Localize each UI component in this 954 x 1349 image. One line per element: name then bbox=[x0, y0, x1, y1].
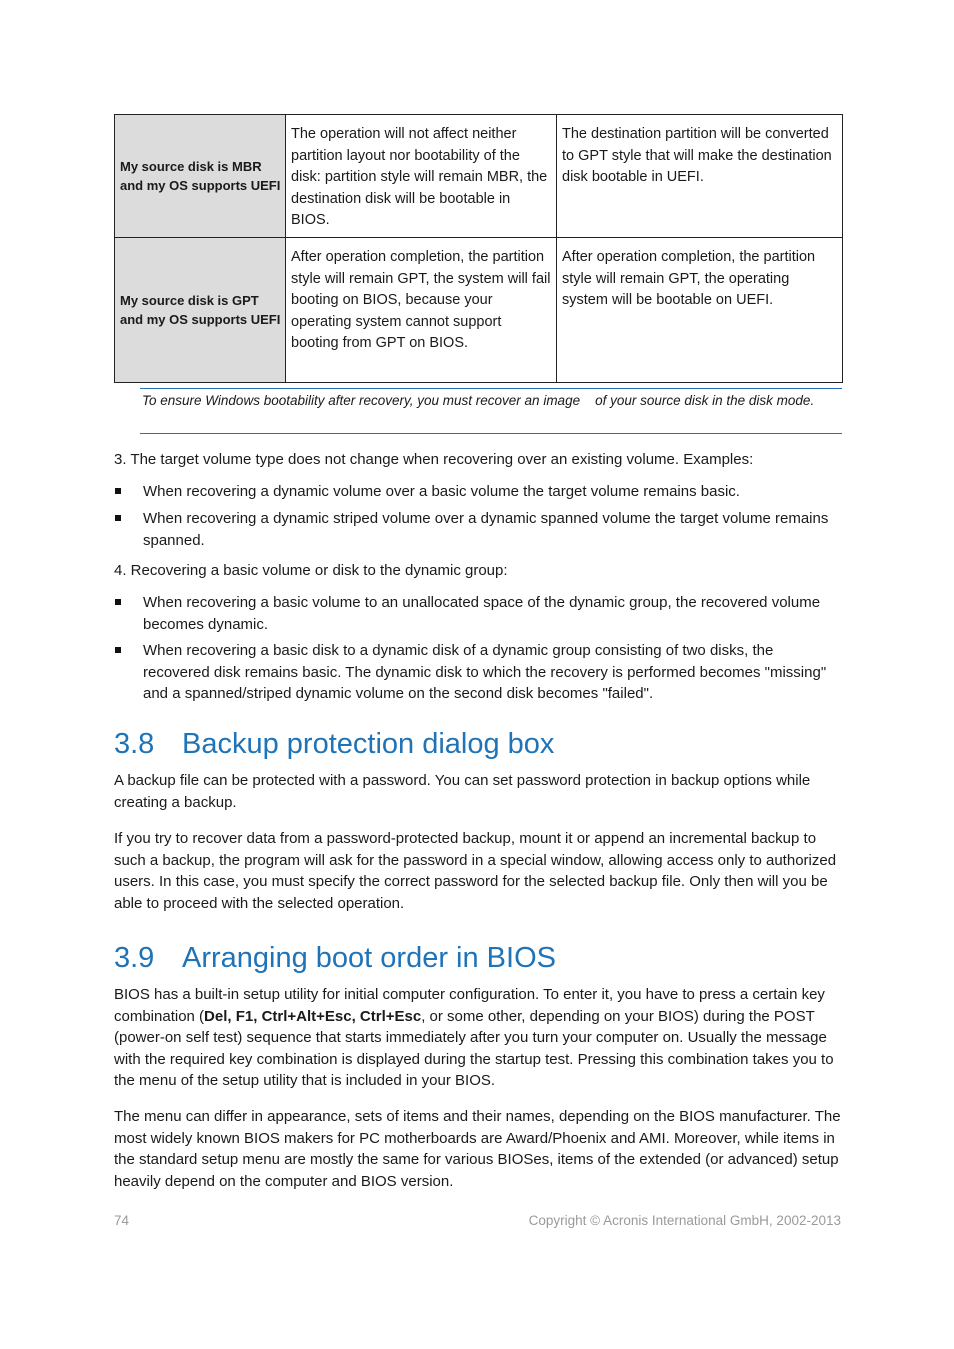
section-heading-3-9: 3.9 Arranging boot order in BIOS bbox=[114, 942, 556, 974]
table-cell: The destination partition will be converted to GPT style that will make the destination disk bootable in UEFI. bbox=[557, 115, 843, 238]
copyright: Copyright © Acronis International GmbH, 2002-2013 bbox=[528, 1213, 841, 1228]
table-cell: The operation will not affect neither partition layout nor bootability of the disk: partition style will remain MBR, the destination disk will be bootable in BIOS. bbox=[286, 115, 557, 238]
table-cell: After operation completion, the partition style will remain GPT, the operating system will be bootable on UEFI. bbox=[557, 238, 843, 383]
table-row bbox=[115, 238, 843, 383]
page-number: 74 bbox=[114, 1213, 130, 1228]
table-cell: After operation completion, the partition style will remain GPT, the system will fail booting on BIOS, because your operating system cannot support booting from GPT on BIOS. bbox=[286, 238, 557, 383]
section-3-9-paragraph-1: BIOS has a built-in setup utility for initial computer configuration. To enter it, you have to press a certain key combination (Del, F1, Ctrl+Alt+Esc, Ctrl+Esc, or some other, depending on your BIOS) during the POST (power-on self test) sequence that starts immediately after you turn your computer on. Usually the message with the required key combination is displayed during the startup test. Pressing this combination takes you to the menu of the setup utility that is included in your BIOS. bbox=[114, 986, 834, 1089]
row-header: My source disk is GPT and my OS supports UEFI bbox=[115, 238, 286, 383]
section-3-8-paragraph-2: If you try to recover data from a password-protected backup, mount it or append an incremental backup to such a backup, the program will ask for the password in a special window, allowing access only to authorized users. In this case, you must specify the correct password for the selected backup file. Only then will you be able to proceed with the selected operation. bbox=[114, 830, 837, 912]
bullet-square-icon bbox=[115, 599, 121, 605]
item-3-text: 3. The target volume type does not change when recovering over an existing volume. Examples: bbox=[114, 451, 754, 468]
document-page: My source disk is MBR and my OS supports UEFI The operation will not affect neither partition layout nor bootability of the disk: partition style will remain MBR, the destination disk will be bootable in BIOS. The destination partition will be converted to GPT style that will make the destination disk bootable in UEFI. My source disk is GPT and my OS supports UEFI After operation completion, the partition style will remain GPT, the system will fail booting on BIOS, because your operating system cannot support booting from GPT on BIOS. After operation completion, the partition style will remain GPT, the operating system will be bootable on UEFI. To ensure Windows bootability after recovery, you must recover an image of your source disk in the disk mode. 3. The target volume type does not change when recovering over an existing volume. Examples: When recovering a dynamic volume over a basic volume the target volume remains basic. When recovering a dynamic striped volume over a dynamic spanned volume the target volume remains spanned. 4. Recovering a basic volume or disk to the dynamic group: When recovering a basic volume to an unallocated space of the dynamic group, the recovered volume becomes dynamic. When recovering a basic disk to a dynamic disk of a dynamic group consisting of two disks, the recovered disk remains basic. The dynamic disk to which the recovery is performed becomes "missing" and a spanned/striped dynamic volume on the second disk becomes "failed". 3.8 Backup protection dialog box A backup file can be protected with a password. You can set password protection in backup options while creating a backup. If you try to recover data from a password-protected backup, mount it or append an incremental backup to such a backup, the program will ask for the password in a special window, allowing access only to authorized users. In this case, you must specify the correct password for the selected backup file. Only then will you be able to proceed with the selected operation. 3.9 Arranging boot order in BIOS BIOS has a built-in setup utility for initial computer configuration. To enter it, you have to press a certain key combination (Del, F1, Ctrl+Alt+Esc, Ctrl+Esc, or some other, depending on your BIOS) during the POST (power-on self test) sequence that starts immediately after you turn your computer on. Usually the message with the required key combination is displayed during the startup test. Pressing this combination takes you to the menu of the setup utility that is included in your BIOS. The menu can differ in appearance, sets of items and their names, depending on the BIOS manufacturer. The most widely known BIOS makers for PC motherboards are Award/Phoenix and AMI. Moreover, while items in the standard setup menu are mostly the same for various BIOSes, items of the extended (or advanced) setup heavily depend on the computer and BIOS version. 74 Copyright © Acronis International GmbH, 2002-2013 bbox=[0, 0, 954, 1349]
section-3-9-paragraph-2: The menu can differ in appearance, sets of items and their names, depending on the BIOS manufacturer. The most widely known BIOS makers for PC motherboards are Award/Phoenix and AMI. Moreover, while items in the standard setup menu are mostly the same for various BIOSes, items of the extended (or advanced) setup heavily depend on the computer and BIOS version. bbox=[114, 1108, 841, 1190]
boot-compatibility-table bbox=[114, 114, 843, 383]
bullet-square-icon bbox=[115, 647, 121, 653]
key-combinations: Del, F1, Ctrl+Alt+Esc, Ctrl+Esc bbox=[204, 1007, 422, 1025]
bootability-note: To ensure Windows bootability after recovery, you must recover an image of your source disk in the disk mode. bbox=[140, 388, 842, 434]
item-4-text: 4. Recovering a basic volume or disk to the dynamic group: bbox=[114, 562, 508, 579]
section-heading-3-8: 3.8 Backup protection dialog box bbox=[114, 728, 555, 760]
bullet-square-icon bbox=[115, 488, 121, 494]
row-header: My source disk is MBR and my OS supports UEFI bbox=[115, 115, 286, 238]
bullet-square-icon bbox=[115, 515, 121, 521]
section-3-8-paragraph-1: A backup file can be protected with a password. You can set password protection in backup options while creating a backup. bbox=[114, 772, 811, 811]
table-row bbox=[115, 115, 843, 238]
